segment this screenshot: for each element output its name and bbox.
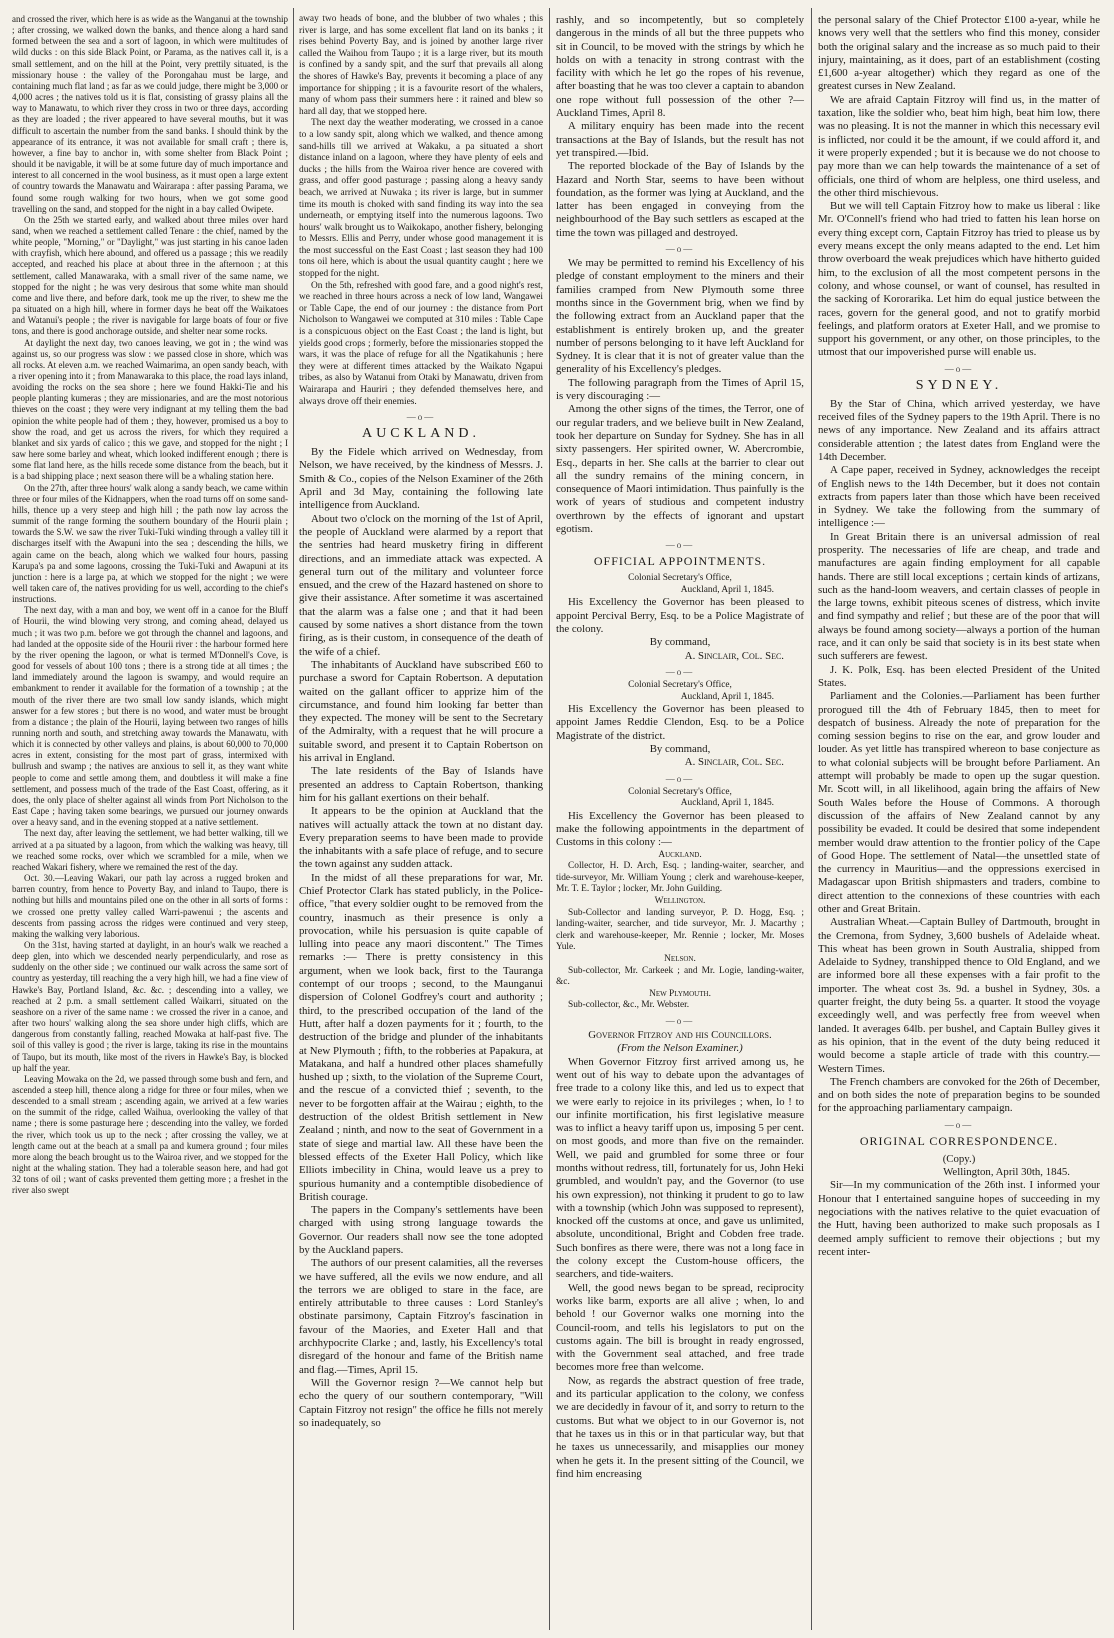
notice-date: Auckland, April 1, 1845.	[680, 798, 774, 809]
body-paragraph: The next day, with a man and boy, we went off in a canoe for the Bluff of Hourii, the wind blowing very strong, and coming ahead, delayed us much ; it was two p.m. before we got through the channel and lagoons, and had landed at the opposite side of the Hourii river : the harbour formed here by the river opening the lagoon, or what is termed M'Donnell's Cove, is good for vessels of about 100 tons ; there is a strong tide at all times ; the land immediately around the lagoon is swampy, and would require an embankment to render it available for the formation of a township ; at the mouth of the river there are two small low sandy islands, which might answer for a few stores ; but there is no wood, and water must be brought from a distance ; the plain of the Hourii, laying between two ranges of hills running north and south, and stretching away towards the Manawatu, with which it is connected by other valleys and plains, is about 60,000 to 70,000 acres in extent, consisting for the most part of grass, intermixed with bullrush and swamp ; the natives are anxious to sell it, as they want white people to come and settle among them, and doubtless it will make a fine settlement, and possess much of the trade of the East Coast, offering, as it does, the only place of shelter against all winds from Port Nicholson to the East Cape ; having taken some bearings, we pursued our journey onwards over a heavy sand, and in the evening stopped at a native settlement.	[12, 605, 288, 828]
body-paragraph: away two heads of bone, and the blubber of two whales ; this river is large, and has some excellent flat land on its banks ; it rises behind Poverty Bay, and is joined by another large river called the Waihou from Taupo ; it is a large river, but its mouth is confined by a sandy spit, and the surf that prevails all along the shores of Hawke's Bay, prevents it becoming a place of any importance for shipping ; it is a favourite resort of the whalers, many of whom pass their summers here : it rained and blew so hard all day, that we stopped here.	[299, 14, 543, 117]
notice-command: By command,	[649, 636, 711, 649]
copy-label: (Copy.)	[942, 1152, 976, 1165]
body-paragraph: On the 27th, after three hours' walk along a sandy beach, we came within three or four miles of the Kidnappers, when the road turns off on some sand-hills, thence up a very steep and high hill ; the path now lay across the summit of the range forming the southern boundary of the Hourii plain ; towards the S.W. we saw the river Tuki-Tuki winding through a valley till it discharges itself with the Awapuni into the sea ; descending the hills, we again came on the beach, along which we walked four hours, passing Karupa's pa and some lagoons, crossing the Tuki-Tuki and Awapuni at its junction : here is a large pa, at which we stopped for the night ; we were well taken care of, the natives providing for us well, according to the chief's instructions.	[12, 482, 288, 605]
section-ornament: —o—	[944, 1119, 974, 1130]
body-paragraph: The next day, after leaving the settlement, we had better walking, till we arrived at a pa situated by a lagoon, from which the walking was heavy, till we reached some rocks, over which we scrambled for a mile, when we reached Wakari fishery, where we remained the rest of the day.	[12, 828, 288, 872]
notice-office: Colonial Secretary's Office,	[628, 573, 732, 584]
body-paragraph: The late residents of the Bay of Islands have presented an address to Captain Robertson, thanking him for his gallant exertions on their behalf.	[299, 765, 543, 804]
notice-date: Auckland, April 1, 1845.	[680, 691, 774, 702]
section-ornament: —o—	[665, 666, 695, 677]
section-ornament: —o—	[665, 244, 695, 255]
body-paragraph: When Governor Fitzroy first arrived among us, he went out of his way to debate upon the advantages of free trade to a colony like this, and led us to expect that we were early to rejoice in its privileges ; when, lo ! to our infinite mortification, his first legislative measure was to inflict a heavy tariff upon us, imposing 5 per cent. on most goods, and more than five on the remainder. Well, we paid and grumbled for some three or four months without redress, till, fortunately for us, John Heki grumbled, and wouldn't pay, and the Governor (to use his own expression), not thinking it prudent to go to law with a township (which John was supposed to represent), knocked off the customs at once, and gave us unlimited, absolute, unconditional, Bright and Cobden free trade. Such bonfires as there were, there was not a long face in the colony except the Custom-house officers, the searchers, and tide-waiters.	[556, 1055, 804, 1281]
column-2	[299, 14, 543, 1628]
body-paragraph: The authors of our present calamities, all the reverses we have suffered, all the evils we now endure, and all the terrors we are obliged to stare in the face, are entirely attributable to three causes : Lord Stanley's obstinate parsimony, Captain Fitzroy's fascination in favour of the Maories, and Exeter Hall and that archhypocrite Clarke ; and, lastly, his Excellency's total disregard of the honour and fame of the British name and flag.—Times, April 15.	[299, 1257, 543, 1376]
body-paragraph: Well, the good news began to be spread, reciprocity works like barm, exports are all alive ; when, lo and behold ! our Governor walks one morning into the Council-room, and tells his legislators to put on the customs again. The bill is brought in ready engrossed, with the Government seal attached, and free trade becomes more free than welcome.	[556, 1281, 804, 1374]
notice-date: Auckland, April 1, 1845.	[680, 584, 774, 595]
body-paragraph: Will the Governor resign ?—We cannot help but echo the query of our southern contemporary, "Will Captain Fitzroy not resign" the office he fills not merely so inadequately, so	[299, 1376, 543, 1429]
body-paragraph: The papers in the Company's settlements have been charged with using strong language towards the Governor. Our readers shall now see the tone adopted by the Auckland papers.	[299, 1204, 543, 1256]
body-paragraph: Oct. 30.—Leaving Wakari, our path lay across a rugged broken and barren country, from hence to Poverty Bay, and inland to Taupo, there is nothing but hills and mountains piled one on the other in all sorts of forms : we crossed one pretty valley called Warri-pawenui ; the ascents and descents from passing across the ridges were continued and very steep, making the walking very laborious.	[12, 873, 288, 939]
body-paragraph: By the Fidele which arrived on Wednesday, from Nelson, we have received, by the kindness of Messrs. J. Smith & Co., copies of the Nelson Examiner of the 26th April and 3d May, containing the following late intelligence from Auckland.	[299, 446, 543, 512]
body-paragraph: A Cape paper, received in Sydney, acknowledges the receipt of English news to the 14th December, but it does not contain extracts from papers later than those which have been received in Sydney. We take the following from the summary of intelligence :—	[818, 464, 1100, 530]
section-ornament: —o—	[944, 363, 974, 374]
notice-text: His Excellency the Governor has been pleased to appoint Percival Berry, Esq. to be a Police Magistrate of the colony.	[556, 596, 804, 636]
body-paragraph: About two o'clock on the morning of the 1st of April, the people of Auckland were alarmed by a report that the sentries had heard musketry firing in different directions, and an immediate attack was expected. A general turn out of the military and volunteer force ensued, and the crew of the Hazard hastened on shore to give their assistance. After sometime it was ascertained that the alarm was a false one ; and that it had been caused by some natives a short distance from the town firing, as is their custom, in consequence of the death of the wife of a chief.	[299, 512, 543, 658]
body-paragraph: Australian Wheat.—Captain Bulley of Dartmouth, brought in the Cremona, from Sydney, 3,600 bushels of Adelaide wheat. This wheat has been grown in South Australia, shipped from Adelaide to Sydney, transhipped thence to Old England, and we are informed bore all these expenses with a fair profit to the importer. The wheat cost 3s. 9d. a bushel in Sydney, 30s. a quarter freight, the duty being 5s. a quarter. It stood the voyage exceedingly well, and was perfectly free from weevel when landed. It averages 64lb. per bushel, and Captain Bulley gives it as his opinion, that in the event of the duty being reduced it would become a staple article of trade with this country.—Western Times.	[818, 916, 1100, 1075]
body-paragraph: At daylight the next day, two canoes leaving, we got in ; the wind was against us, so our progress was slow : we passed close in shore, which was all rocks. At eleven a.m. we reached Waimarima, an open sandy beach, with a river opening into it ; from Manawaraka to this place, the road lays inland, avoiding the rocks on the sea shore ; here we found Hakki-Tie and his people planting kumeras ; they are missionaries, and are the most notorious thieves on the coast ; they were very indignant at my telling them the bad opinion the white people had of them ; they, however, promised us a boy to show the road, and get us across the rivers, for which they required a blanket and six yards of calico ; this we gave, and stopped for the night ; I saw here some barley and wheat, which looked indifferent enough ; there is some flat land here, as the hills recede some distance from the beach, but it is a bad shipping place ; next season there will be a whaling station here.	[12, 337, 288, 482]
section-ornament: —o—	[665, 540, 695, 551]
notice-signature: A. Sinclair, Col. Sec.	[684, 756, 784, 769]
body-paragraph: On the 31st, having started at daylight, in an hour's walk we reached a deep glen, into which we descended nearly perpendicularly, and rose as suddenly on the other side ; we continued our walk across the same sort of country as yesterday, till reaching the a very high hill, we had a fine view of Hawke's Bay, Portland Island, &c. &c. ; descending into a valley, we reached at 2 p.m. a small settlement called Waikarri, situated on the seashore on a river of the same name : we crossed the river in a canoe, and after two hours' walking along the sea shore under high cliffs, which are dangerous from constantly falling, reached Mowaka at half-past five. The soil of this valley is good ; the river is large, taking its rise in the mountains of Taupo, but its mouth, like most of the rivers in Hawke's Bay, is blocked up half the year.	[12, 939, 288, 1073]
correspondence-heading: ORIGINAL CORRESPONDENCE.	[859, 1133, 1059, 1148]
body-paragraph: On the 25th we started early, and walked about three miles over hard sand, when we reached a settlement called Tenare : the chief, named by the white people, "Morning," or "Daylight," was just starting in his canoe laden with crayfish, which here abound, and offered us a passage ; this we readily accepted, and reached his place at about three in the afternoon ; at this settlement, called Manawaraka, with a small river of the same name, we stopped for the night ; he was very desirous that some white man should come and live there, and before dark, took me up the river, to shew me the pa situated on a high hill, where in former days he beat off the Waikatoes and Watanui's people ; the river is navigable for large boats of four or five tons, and there is good anchorage outside, and shelter near some rocks.	[12, 214, 288, 337]
body-paragraph: J. K. Polk, Esq. has been elected President of the United States.	[818, 663, 1100, 689]
body-paragraph: The next day the weather moderating, we crossed in a canoe to a low sandy spit, along which we walked, and thence among sand-hills till we arrived at Wakaku, a pa situated a short distance inland on a lagoon, where they have plenty of eels and ducks ; the hills from the Wairoa river hence are covered with grass, and offer good pasturage ; passing along a heavy sandy beach, we arrived at Nuwaka ; its river is large, but in summer time its mouth is choked with sand finding its way into the sea underneath, or emptying itself into the numerous lagoons. Two hours' walk brought us to Waikokapo, another fishery, belonging to Messrs. Ellis and Perry, under whose good management it is the most successful on the East Coast ; last season they had 100 tons oil here, which is about the usual quantity caught ; here we stopped for the night.	[299, 118, 543, 280]
section-ornament: —o—	[665, 1016, 695, 1027]
body-paragraph: Parliament and the Colonies.—Parliament has been further prorogued till the 4th of February 1845, then to meet for despatch of business. Already the note of preparation for the coming session begins to rise on the ear, and grow louder and louder. As yet little has transpired whereon to base conjecture as to what colonial subjects will be brought before Parliament. An attempt will probably be made to open up the sugar question. Mr. Scott will, in all likelihood, again bring the affairs of New South Wales before the House of Commons. A thorough discussion of the affairs of New Zealand cannot by any possibility be evaded. It could be desired that some independent member would draw attention to the frontier policy of the Cape of Good Hope. The settlement of Natal—the unsettled state of the currency in Mauritius—and the oppressions exercised in Madagascar upon British shipmasters and traders, combine to direct attention to the connexions of these countries with each other and Great Britain.	[818, 690, 1100, 915]
section-ornament: —o—	[406, 412, 436, 423]
letter-text: Sir—In my communication of the 26th inst. I informed your Honour that I entertained sanguine hopes of succeeding in my negociations with the natives relative to the quiet evacuation of the Hutt, having been authorized to make such proposals as I deemed amply sufficient to remove their objections ; but my recent inter-	[818, 1179, 1100, 1258]
body-paragraph: On the 5th, refreshed with good fare, and a good night's rest, we reached in three hours across a neck of low land, Wangawei or Table Cape, the end of our journey : the distance from Port Nicholson to Wangawei we computed at 310 miles : Table Cape is a conspicuous object on the East Coast ; the land is light, but yields good crops ; formerly, before the missionaries stopped the wars, it was the place of refuge for all the Ngatikahunis ; here they were at different times attacked by the Waikato Ngapui tribes, as also by Watanui from Otaki by Manawatu, driven from Wairarapa and Hauriri ; they defended themselves here, and always drove off their enemies.	[299, 280, 543, 407]
body-paragraph: The reported blockade of the Bay of Islands by the Hazard and North Star, seems to have been without foundation, as the former was lying at Auckland, and the latter has been engaged in conveying from the neighbourhood of the Bay such settlers as escaped at the time the town was pillaged and destroyed.	[556, 160, 804, 239]
notice-office: Colonial Secretary's Office,	[628, 679, 732, 690]
column-rule	[811, 8, 812, 1630]
body-paragraph: A military enquiry has been made into the recent transactions at the Bay of Islands, but the result has not yet transpired.—Ibid.	[556, 120, 804, 159]
notice-text: His Excellency the Governor has been pleased to make the following appointments in the department of Customs in this colony :—	[556, 809, 804, 849]
body-paragraph: Leaving Mowaka on the 2d, we passed through some bush and fern, and ascended a steep hill, thence along a ridge for three or four miles, when we descended to a small stream ; ascending again, we arrived at a few waries on the summit of the ridge, called Waihua, overlooking the valley of that name ; there is some pasturage here ; descending into the valley, we forded the river, which took us up to the neck ; after crossing the valley, we at length came out at the beach at a small pa and kumera ground ; four miles more along the beach brought us to the Wairoa river, and we stopped for the night at the whaling station. They had a tolerable season here, and had got 32 tons of oil ; want of casks prevented them getting more ; a freshet in the river also swept	[12, 1073, 288, 1196]
column-rule	[549, 8, 550, 1630]
body-paragraph: the personal salary of the Chief Protector £100 a-year, while he knows very well that the settlers who find this money, consider both the original salary and the increase as so much paid to their injury, maintaining, as it does, part of an establishment (costing £1,600 a-year altogether) which they regard as one of the greatest curses in New Zealand.	[818, 14, 1100, 93]
column-4	[818, 14, 1100, 1628]
body-paragraph: We are afraid Captain Fitzroy will find us, in the matter of taxation, like the soldier who, beat him high, beat him low, there was no pleasing. It is not the manner in which this necessary evil is inflicted, nor could it be the amount, if we could afford it, and it were properly expended ; but it is because we do not choose to pay more than we can help towards the maintenance of a set of officials, one third of whom are helpless, one third useless, and the other third mischievous.	[818, 93, 1100, 199]
customs-place: Nelson.	[664, 954, 696, 965]
sydney-heading: SYDNEY.	[915, 377, 1003, 393]
body-paragraph: rashly, and so incompetently, but so completely dangerous in the minds of all but the three puppets who sit in Council, to be moved with the strings by which he holds on with a tenacity in strong contrast with the facility with which he let go the ropes of his revenue, after boasting that he was too clever a captain to abandon one rope without full possession of the other ?— Auckland Times, April 8.	[556, 14, 804, 120]
body-paragraph: By the Star of China, which arrived yesterday, we have received files of the Sydney papers to the 19th April. There is no news of any importance. New Zealand and its affairs attract considerable attention ; the latest dates from England were the 14th December.	[818, 397, 1100, 463]
customs-place: Wellington.	[654, 896, 706, 907]
customs-text: Sub-collector, &c., Mr. Webster.	[568, 1000, 690, 1011]
customs-place: Auckland.	[658, 849, 702, 860]
body-paragraph: and crossed the river, which here is as wide as the Wanganui at the township ; after crossing, we walked down the banks, and thence along a hard sand formed between the sea and a sort of lagoon, in which were multitudes of wild ducks : on this side Black Point, or Parama, as the natives call it, is a small settlement, and on the hill at the Point, very prettily situated, is the missionary house : the valley of the Porongahau must be large, and containing much flat land ; as far as we could judge, there might be 3,000 or 4,000 acres ; the natives told us it is flat, consisting of grassy plains all the way to Manawatu, to which river they cross in two or three days, according as they are loaded ; the river appeared to have several mouths, but it was difficult to ascertain the number from the sand banks. I should think by the appearance of its entrance, it was not available for small craft ; there is, however, a fine bay to anchor in, with some shelter from Black Point ; should it be navigable, it will be at some future day of much importance and interest to all concerned in the wool business, as it must open a large extent of country towards the Manawatu and Wairarapa : after passing Parama, we found some rough walking for two hours, when we got some good travelling on the sand, and stopped for the night in a bay called Owipete.	[12, 14, 288, 214]
notice-signature: A. Sinclair, Col. Sec.	[684, 649, 784, 662]
body-paragraph: We may be permitted to remind his Excellency of his pledge of constant employment to the miners and their families cramped from New Plymouth some three months since in the Government brig, when we find by the following extract from an Auckland paper that the establishment is entirely broken up, and the greater number of persons belonging to it have left Auckland for Sydney. It is clear that it is not of greater value than the generality of his Excellency's pledges.	[556, 257, 804, 376]
column-3	[556, 14, 804, 1628]
column-rule	[293, 8, 294, 1630]
column-1-travel-journal	[12, 14, 288, 1628]
customs-place: New Plymouth.	[649, 988, 711, 999]
customs-text: Sub-collector, Mr. Carkeek ; and Mr. Logie, landing-waiter, &c.	[556, 965, 804, 988]
section-ornament: —o—	[665, 773, 695, 784]
letter-date: Wellington, April 30th, 1845.	[943, 1166, 1070, 1179]
notice-3	[556, 787, 804, 810]
governor-article-source: (From the Nelson Examiner.)	[617, 1042, 743, 1055]
body-paragraph: But we will tell Captain Fitzroy how to make us liberal : like Mr. O'Connell's friend who had tried to fatten his lean horse on every thing except corn, Captain Fitzroy has tried to please us by every means except the only means adapted to the end. Let him throw overboard the weak prejudices which have hitherto guided him, to the exclusion of all the most competent persons in the colony, and whose counsel, or want of counsel, has resulted in the sacking of Kororarika. Let him do equal justice between the races, govern for the general good, and not to gratify morbid feelings, and platform orators at Exeter Hall, and we promise to support his government, or any other, on those principles, to the utmost that our impoverished purse will enable us.	[818, 200, 1100, 359]
body-paragraph: Among the other signs of the times, the Terror, one of our regular traders, and we believe built in New Zealand, took her departure on Sunday for Sydney. She has in all sixty passengers. Her spirited owner, W. Abercrombie, Esq., departs in her. She calls at the barrier to clear out all the sundry remains of the mining concern, in consequence of Maori intimidation. Thus painfully is the work of years of studious and competent industry overthrown by the effects of ignorant and upstart egotism.	[556, 403, 804, 535]
official-appointments-heading: OFFICIAL APPOINTMENTS.	[593, 554, 767, 569]
notice-1	[556, 573, 804, 596]
body-paragraph: The inhabitants of Auckland have subscribed £60 to purchase a sword for Captain Robertson. A deputation waited on the gallant officer to apprize him of the circumstance, and found him looking far better than they expected. The money will be sent to the Secretary of the Admiralty, with a request that he will procure a suitable sword, and present it to Captain Robertson on his arrival in England.	[299, 658, 543, 765]
body-paragraph: The following paragraph from the Times of April 15, is very discouraging :—	[556, 376, 804, 403]
notice-command: By command,	[649, 743, 711, 756]
notice-text: His Excellency the Governor has been pleased to appoint James Reddie Clendon, Esq. to be a Police Magistrate of the district.	[556, 703, 804, 742]
governor-article-heading: Governor Fitzroy and his Councillors.	[588, 1029, 772, 1042]
auckland-heading: AUCKLAND.	[361, 426, 481, 442]
customs-text: Collector, H. D. Arch, Esq. ; landing-waiter, searcher, and tide-surveyor, Mr. William Young ; clerk and warehouse-keeper, Mr. T. E. Taylor ; locker, Mr. John Guilding.	[556, 861, 804, 895]
notice-office: Colonial Secretary's Office,	[628, 786, 732, 797]
body-paragraph: In the midst of all these preparations for war, Mr. Chief Protector Clark has stated publicly, in the Police-office, "that every soldier ought to be removed from the country, inasmuch as their presence is only a provocation, while his persuasion is quite capable of lulling into peace any maori discontent." The Times remarks :— There is pretty consistency in this argument, when we look back, first to the Tauranga contempt of our troops ; second, to the Maunganui dispersion of Colonel Godfrey's court and authority ; third, to the prescribed occupation of the land of the Hutt, after half a dozen payments for it ; fourth, to the destruction of the bridge and plunder of the inhabitants at New Plymouth ; fifth, to the robberies at Papakura, at Matakana, and half a hundred other places shamefully hushed up ; sixth, to the violation of the Supreme Court, and the rescue of a convicted thief ; seventh, to the never to be forgotten affair at the Wairau ; eighth, to the destruction of the oldest British settlement in New Zealand ; ninth, and now to the seat of Government in a state of siege and martial law. All these have been the blessed effects of the Exeter Hall Policy, which like Elliots imbecility in China, would leave us a prey to spurious humanity and a contemptible disobedience of British courage.	[299, 871, 543, 1203]
customs-text: Sub-Collector and landing surveyor, P. D. Hogg, Esq. ; landing-waiter, searcher, and tide surveyor, Mr. J. Macarthy ; clerk and warehouse-keeper, Mr. Rennie ; locker, Mr. Moses Yule.	[556, 907, 804, 953]
body-paragraph: It appears to be the opinion at Auckland that the natives will actually attack the town at no distant day. Every preparation seems to have been made to provide the inhabitants with a safe place of refuge, and to secure the town against any sudden attack.	[299, 805, 543, 871]
body-paragraph: Now, as regards the abstract question of free trade, and its particular application to the colony, we confess we are decidedly in favour of it, and sorry to return to the customs. But what we object to in our Governor is, not that he taxes us in this or in that particular way, but that he taxes us unnecessarily, and misapplies our money when he gets it. In the present sitting of the Council, we find him encreasing	[556, 1374, 804, 1480]
body-paragraph: The French chambers are convoked for the 26th of December, and on both sides the note of preparation begins to be sounded for the approaching parliamentary campaign.	[818, 1075, 1100, 1115]
notice-2	[556, 680, 804, 703]
body-paragraph: In Great Britain there is an universal admission of real prosperity. The necessaries of life are cheap, and trade and manufactures are again finding employment for all capable hands. There are still local exceptions ; certain kinds of artizans, such as the hand-loom weavers, and certain classes of people in the large towns, exhibit piteous scenes of distress, which invite and find sympathy and relief ; but these are of the poor that will always be found among society—always a portion of the human race, and it can only be said that society is in its best state when such sufferers are fewest.	[818, 530, 1100, 663]
